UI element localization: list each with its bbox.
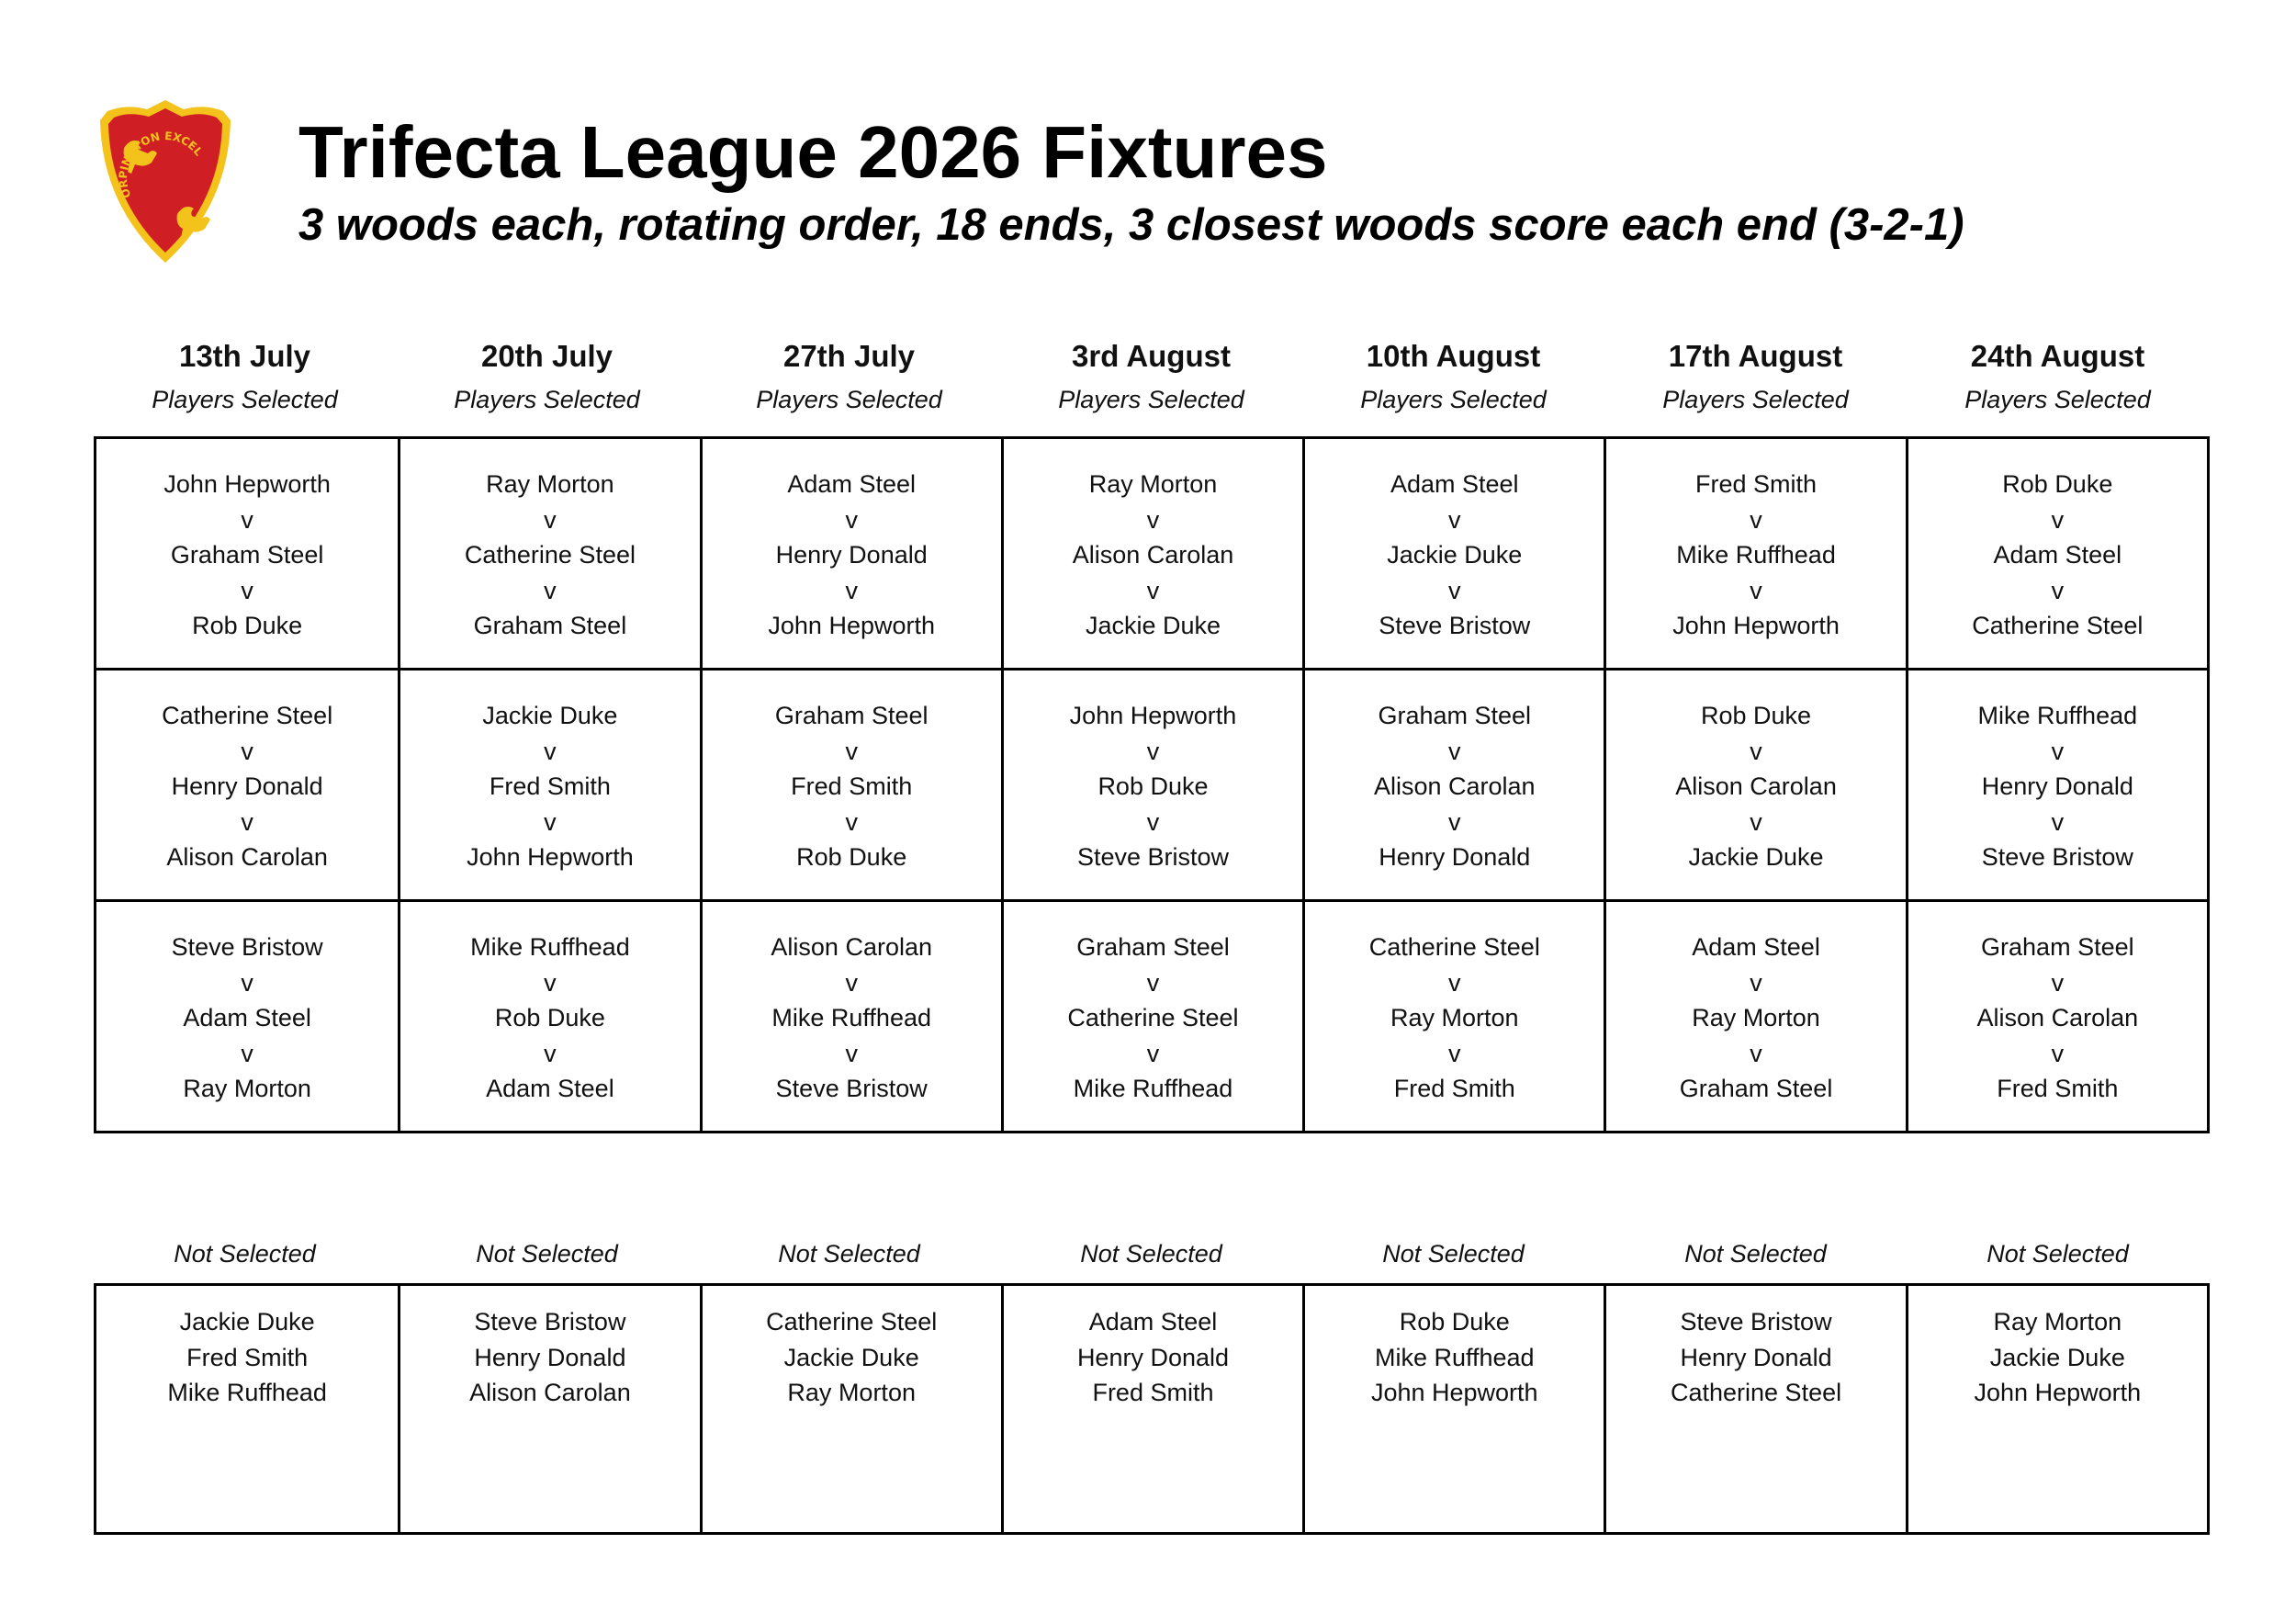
versus-separator: v	[1750, 576, 1762, 604]
player-name: Henry Donald	[171, 772, 323, 800]
player-name: Steve Bristow	[1680, 1308, 1832, 1336]
player-name: Steve Bristow	[1981, 843, 2133, 871]
player-name: Alison Carolan	[771, 933, 932, 961]
player-name: Steve Bristow	[474, 1308, 626, 1336]
not-selected-cell	[1001, 1286, 1302, 1532]
versus-separator: v	[1146, 807, 1160, 836]
game-cell	[1004, 439, 1302, 668]
versus-separator: v	[241, 968, 253, 997]
player-name: Jackie Duke	[1085, 612, 1221, 639]
versus-separator: v	[845, 737, 858, 765]
players-selected-label: Players Selected	[1058, 386, 1244, 413]
player-name: John Hepworth	[768, 612, 935, 639]
date-column-header	[1302, 335, 1604, 418]
player-name: John Hepworth	[1069, 702, 1237, 729]
versus-separator: v	[1448, 505, 1461, 534]
player-name: Graham Steel	[1981, 933, 2134, 961]
game-cell	[96, 439, 398, 668]
player-name: Catherine Steel	[162, 702, 333, 729]
fixture-column	[96, 439, 398, 1131]
svg-text:ORPINGTON EXCELSIOR B.C.: ORPINGTON EXCEL	[116, 129, 206, 200]
player-name: Fred Smith	[791, 772, 913, 800]
versus-separator: v	[544, 576, 557, 604]
versus-separator: v	[1146, 1039, 1160, 1067]
not-selected-cell	[1604, 1286, 1905, 1532]
date-column-header	[396, 335, 698, 418]
player-name: Mike Ruffhead	[167, 1379, 327, 1406]
player-name: Rob Duke	[2002, 470, 2113, 498]
fixture-date: 27th July	[782, 339, 916, 373]
player-name: Steve Bristow	[1076, 843, 1230, 871]
player-name: Rob Duke	[192, 612, 303, 639]
club-crest-icon	[96, 96, 234, 266]
player-name: Alison Carolan	[1373, 772, 1536, 800]
versus-separator: v	[544, 505, 557, 534]
game-cell	[1908, 899, 2207, 1131]
player-name: Fred Smith	[1092, 1379, 1214, 1406]
player-name: Graham Steel	[1378, 702, 1532, 729]
player-name: Jackie Duke	[1989, 1343, 2125, 1371]
fixture-column	[1001, 439, 1302, 1131]
versus-separator: v	[2051, 505, 2065, 534]
player-name: Adam Steel	[1692, 933, 1820, 961]
player-name: Catherine Steel	[766, 1308, 938, 1336]
fixture-date: 20th July	[480, 339, 613, 373]
date-column-header	[94, 335, 396, 418]
fixture-column	[398, 439, 699, 1131]
player-name: John Hepworth	[467, 843, 634, 871]
player-name: Graham Steel	[1679, 1075, 1833, 1102]
player-name: Mike Ruffhead	[1676, 541, 1836, 569]
fixture-date: 10th August	[1366, 339, 1541, 373]
versus-separator: v	[241, 807, 253, 836]
date-column-header	[1604, 335, 1907, 418]
versus-separator: v	[544, 807, 557, 836]
fixture-column	[1604, 439, 1905, 1131]
game-cell	[1305, 668, 1604, 899]
versus-separator: v	[2051, 1039, 2065, 1067]
fixture-date: 13th July	[178, 339, 311, 373]
players-selected-label: Players Selected	[1662, 386, 1849, 413]
versus-separator: v	[845, 1039, 858, 1067]
versus-separator: v	[1750, 968, 1762, 997]
versus-separator: v	[845, 576, 858, 604]
player-name: Rob Duke	[1399, 1308, 1510, 1336]
player-name: Fred Smith	[186, 1343, 309, 1371]
player-name: Alison Carolan	[1976, 1004, 2139, 1031]
player-name: Jackie Duke	[1387, 541, 1523, 569]
player-name: Catherine Steel	[1067, 1004, 1239, 1031]
not-selected-cell	[1302, 1286, 1604, 1532]
game-cell	[1305, 439, 1604, 668]
player-name: Henry Donald	[1680, 1343, 1832, 1371]
player-name: Rob Duke	[1097, 772, 1209, 800]
player-name: John Hepworth	[1672, 612, 1840, 639]
game-cell	[400, 439, 699, 668]
player-name: Ray Morton	[183, 1075, 311, 1102]
page-title: Trifecta League 2026 Fixtures	[298, 111, 1328, 193]
player-name: Alison Carolan	[166, 843, 328, 871]
versus-separator: v	[1750, 1039, 1762, 1067]
versus-separator: v	[2051, 807, 2065, 836]
player-name: Adam Steel	[787, 470, 916, 498]
page-subtitle: 3 woods each, rotating order, 18 ends, 3 closest woods score each end (3-2-1)	[298, 200, 1964, 250]
player-name: Adam Steel	[1390, 470, 1519, 498]
versus-separator: v	[241, 737, 253, 765]
not-selected-headers	[94, 1235, 2210, 1272]
not-selected-cell	[1906, 1286, 2207, 1532]
player-name: Adam Steel	[486, 1075, 614, 1102]
player-name: Rob Duke	[1701, 702, 1812, 729]
player-name: Jackie Duke	[1688, 843, 1824, 871]
game-cell	[96, 899, 398, 1131]
player-name: Fred Smith	[1997, 1075, 2119, 1102]
versus-separator: v	[845, 807, 858, 836]
versus-separator: v	[2051, 576, 2065, 604]
player-name: Fred Smith	[489, 772, 611, 800]
versus-separator: v	[2051, 968, 2065, 997]
player-name: Jackie Duke	[179, 1308, 315, 1336]
fixture-column	[1302, 439, 1604, 1131]
fixture-date: 3rd August	[1072, 339, 1231, 373]
game-cell	[1908, 668, 2207, 899]
versus-separator: v	[1146, 576, 1160, 604]
not-selected-cell	[96, 1286, 398, 1532]
player-name: Steve Bristow	[775, 1075, 928, 1102]
player-name: Mike Ruffhead	[1073, 1075, 1233, 1102]
versus-separator: v	[241, 576, 253, 604]
not-selected-label: Not Selected	[1080, 1240, 1222, 1268]
player-name: Graham Steel	[170, 541, 324, 569]
player-name: Henry Donald	[775, 541, 928, 569]
game-cell	[1606, 668, 1905, 899]
versus-separator: v	[845, 968, 858, 997]
player-name: Henry Donald	[1076, 1343, 1230, 1371]
player-name: Graham Steel	[1076, 933, 1230, 961]
players-selected-label: Players Selected	[1964, 386, 2151, 413]
player-name: Graham Steel	[473, 612, 627, 639]
date-column-header	[1907, 335, 2209, 418]
player-name: Catherine Steel	[464, 541, 636, 569]
game-cell	[400, 899, 699, 1131]
versus-separator: v	[544, 1039, 557, 1067]
player-name: Graham Steel	[774, 702, 929, 729]
player-name: Fred Smith	[1393, 1075, 1515, 1102]
player-name: John Hepworth	[163, 470, 331, 498]
versus-separator: v	[241, 1039, 253, 1067]
versus-separator: v	[544, 968, 557, 997]
versus-separator: v	[544, 737, 557, 765]
game-cell	[1908, 439, 2207, 668]
not-selected-label: Not Selected	[1684, 1240, 1827, 1268]
player-name: Mike Ruffhead	[470, 933, 630, 961]
player-name: Adam Steel	[1088, 1308, 1218, 1336]
player-name: Catherine Steel	[1972, 612, 2144, 639]
game-cell	[1004, 899, 1302, 1131]
fixtures-grid	[94, 436, 2210, 1133]
versus-separator: v	[1448, 737, 1461, 765]
versus-separator: v	[1448, 968, 1461, 997]
player-name: Ray Morton	[1390, 1004, 1519, 1031]
versus-separator: v	[1750, 505, 1762, 534]
game-cell	[1305, 899, 1604, 1131]
game-cell	[1606, 439, 1905, 668]
players-selected-label: Players Selected	[152, 386, 338, 413]
versus-separator: v	[1448, 807, 1461, 836]
not-selected-label: Not Selected	[174, 1240, 316, 1268]
player-name: Jackie Duke	[783, 1343, 919, 1371]
game-cell	[703, 668, 1001, 899]
players-selected-label: Players Selected	[454, 386, 640, 413]
player-name: John Hepworth	[1370, 1379, 1538, 1406]
player-name: Adam Steel	[1993, 541, 2122, 569]
game-cell	[1004, 668, 1302, 899]
player-name: Ray Morton	[1692, 1004, 1820, 1031]
player-name: Henry Donald	[1981, 772, 2133, 800]
player-name: Ray Morton	[1993, 1308, 2122, 1336]
player-name: Alison Carolan	[469, 1379, 631, 1406]
versus-separator: v	[241, 505, 253, 534]
versus-separator: v	[1146, 737, 1160, 765]
player-name: Steve Bristow	[171, 933, 323, 961]
date-column-header	[1000, 335, 1302, 418]
versus-separator: v	[845, 505, 858, 534]
player-name: Alison Carolan	[1072, 541, 1234, 569]
fixture-column	[700, 439, 1001, 1131]
versus-separator: v	[1146, 505, 1160, 534]
not-selected-grid	[94, 1283, 2210, 1535]
fixture-date-headers	[94, 335, 2210, 418]
player-name: Mike Ruffhead	[1977, 702, 2138, 729]
date-column-header	[698, 335, 1000, 418]
not-selected-label: Not Selected	[1986, 1240, 2129, 1268]
player-name: Alison Carolan	[1675, 772, 1837, 800]
player-name: Rob Duke	[494, 1004, 605, 1031]
versus-separator: v	[1448, 1039, 1461, 1067]
versus-separator: v	[1750, 807, 1762, 836]
player-name: Mike Ruffhead	[771, 1004, 931, 1031]
player-name: John Hepworth	[1974, 1379, 2142, 1406]
players-selected-label: Players Selected	[1360, 386, 1547, 413]
not-selected-cell	[700, 1286, 1001, 1532]
player-name: Ray Morton	[1088, 470, 1218, 498]
game-cell	[1606, 899, 1905, 1131]
players-selected-label: Players Selected	[756, 386, 942, 413]
player-name: Catherine Steel	[1670, 1379, 1842, 1406]
fixture-date: 17th August	[1668, 339, 1843, 373]
player-name: Ray Morton	[787, 1379, 916, 1406]
versus-separator: v	[1146, 968, 1160, 997]
versus-separator: v	[1750, 737, 1762, 765]
game-cell	[703, 899, 1001, 1131]
fixture-column	[1906, 439, 2207, 1131]
game-cell	[400, 668, 699, 899]
player-name: Rob Duke	[796, 843, 907, 871]
player-name: Adam Steel	[183, 1004, 311, 1031]
player-name: Catherine Steel	[1368, 933, 1540, 961]
player-name: Ray Morton	[486, 470, 614, 498]
player-name: Henry Donald	[474, 1343, 626, 1371]
not-selected-label: Not Selected	[1382, 1240, 1525, 1268]
versus-separator: v	[1448, 576, 1461, 604]
versus-separator: v	[2051, 737, 2065, 765]
game-cell	[96, 668, 398, 899]
not-selected-label: Not Selected	[476, 1240, 618, 1268]
player-name: Henry Donald	[1379, 843, 1531, 871]
not-selected-label: Not Selected	[778, 1240, 920, 1268]
player-name: Jackie Duke	[482, 702, 618, 729]
not-selected-cell	[398, 1286, 699, 1532]
player-name: Mike Ruffhead	[1374, 1343, 1535, 1371]
game-cell	[703, 439, 1001, 668]
fixture-date: 24th August	[1970, 339, 2145, 373]
player-name: Steve Bristow	[1379, 612, 1531, 639]
player-name: Fred Smith	[1695, 470, 1818, 498]
